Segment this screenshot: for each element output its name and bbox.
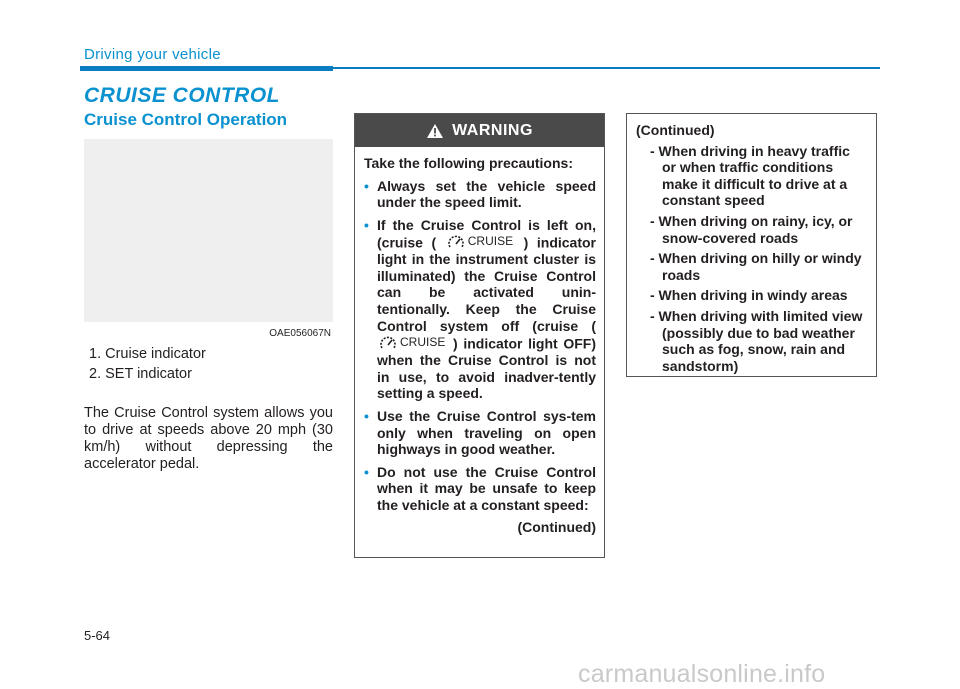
figure-legend [84,344,206,384]
warning-header [355,114,604,147]
warning-triangle-icon [426,123,444,139]
legend-item: 1. Cruise indicator [89,346,206,362]
warning-bullet: • Use the Cruise Control sys-tem only when traveling on open highways in good weather. [364,408,596,458]
warning-body [355,147,604,536]
header-rule-thin [333,67,880,69]
figure-code: OAE056067N [269,328,331,339]
bullet-text: ) indicator light in the instrument cluster is illuminated) the Cruise Control can be activated unin-tentionally. Keep the Cruise Control system off (cruise ( [377,234,597,334]
continued-item: - When driving on hilly or windy roads [650,250,862,283]
warning-box [354,113,605,558]
figure-placeholder [84,139,333,339]
cruise-indicator-icon [379,336,397,350]
continued-label: (Continued) [517,519,596,536]
sub-title: Cruise Control Operation [84,110,288,129]
legend-item: 2. SET indicator [89,366,192,382]
bullet-text: ) indicator light OFF) when the Cruise Control is not in use, to avoid inadver-tently setting a speed. [377,335,596,402]
warning-bullet: • Always set the vehicle speed under the speed limit. [364,178,596,211]
continued-heading: (Continued) [636,122,715,138]
continued-item: - When driving with limited view (possibly due to bad weather such as fog, snow, rain and sandstorm) [650,307,863,374]
cruise-label: CRUISE [400,335,446,350]
watermark: carmanualsonline.info [578,660,826,688]
bullet-text: If the Cruise Control is left on, (cruise ( [377,216,596,251]
warning-bullet: • Do not use the Cruise Control when it may be unsafe to keep the vehicle at a constant speed: [364,464,596,514]
intro-paragraph: The Cruise Control system allows you to drive at speeds above 20 mph (30 km/h) without depressing the accelerator pedal. [84,405,333,472]
header-rule-thick [80,66,333,71]
chapter-title: CRUISE CONTROL [84,84,280,107]
cruise-indicator-badge [379,334,445,351]
continued-item: - When driving in heavy traffic or when traffic conditions make it difficult to drive at a constant speed [650,142,850,209]
continued-item: - When driving on rainy, icy, or snow-covered roads [650,212,853,246]
warning-lead: Take the following precautions: [364,155,573,171]
warning-bullet [364,217,596,402]
page-number: 5-64 [84,628,111,643]
continued-box [626,113,877,377]
warning-title: WARNING [452,121,533,139]
continued-item: - When driving in windy areas [650,287,848,304]
cruise-indicator-badge [447,233,513,250]
cruise-label: CRUISE [467,234,514,249]
cruise-indicator-icon [447,235,465,249]
section-label: Driving your vehicle [84,46,221,63]
